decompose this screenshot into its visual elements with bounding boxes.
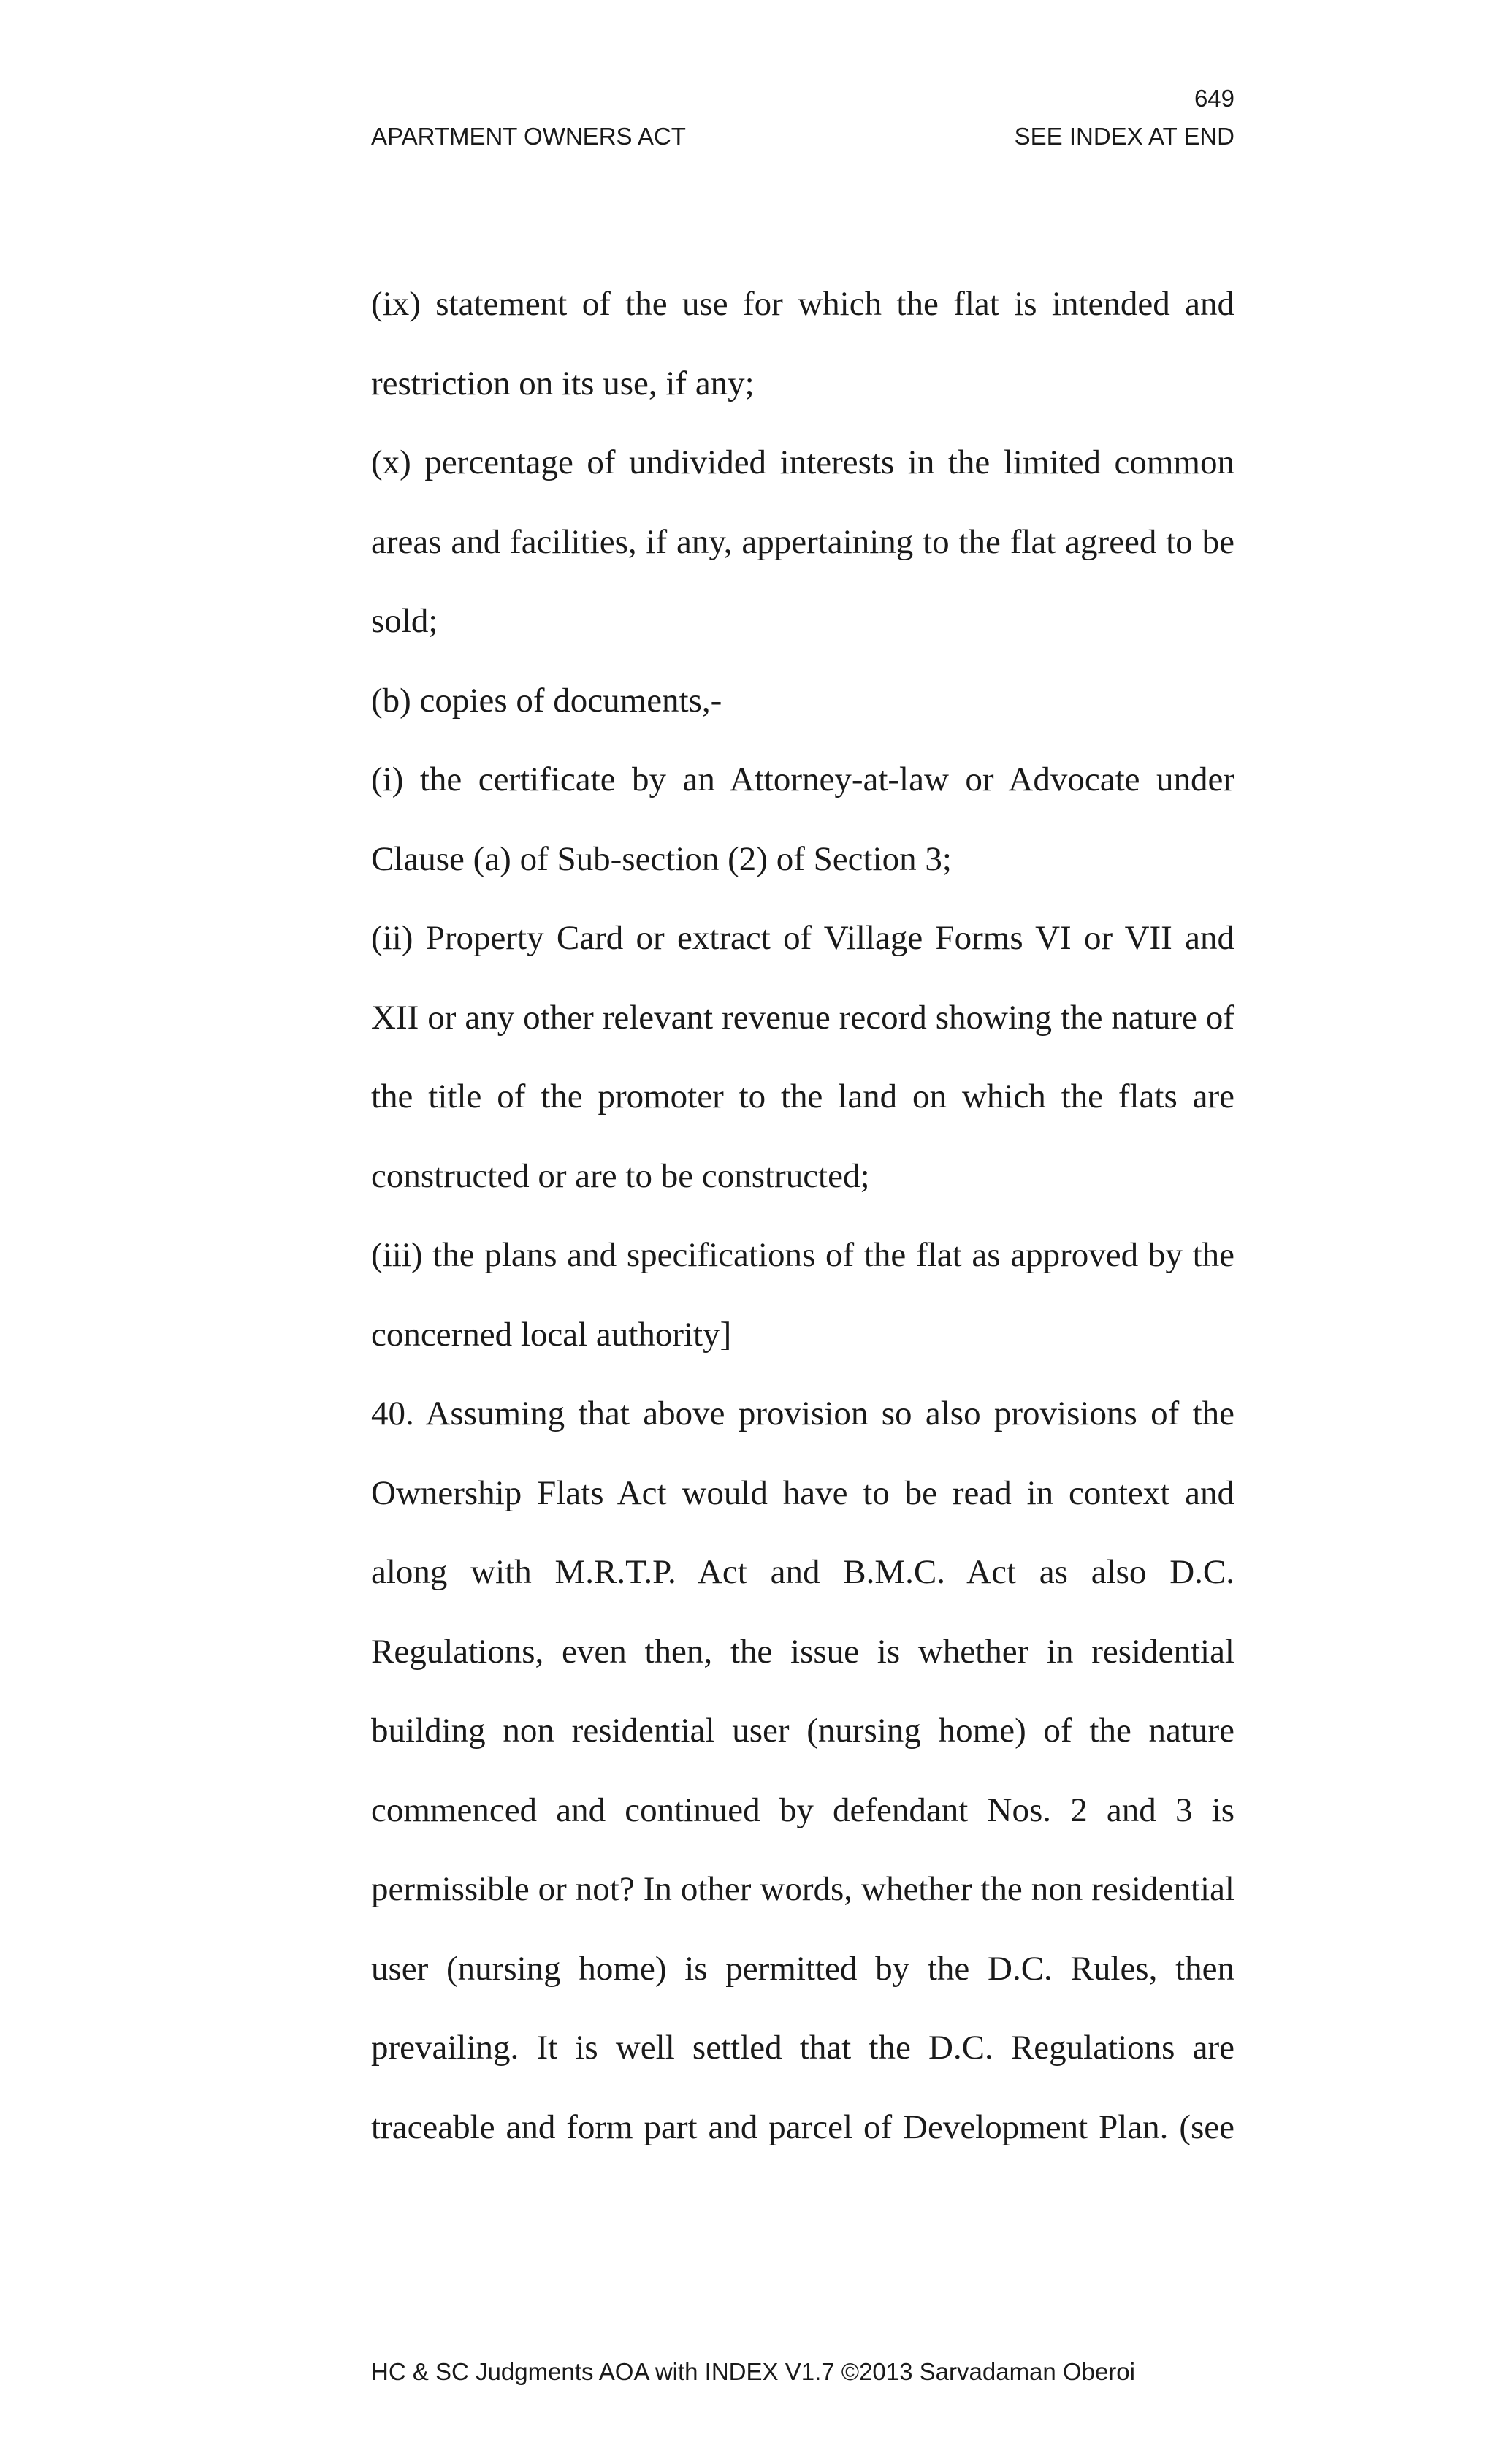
- paragraph-40: 40. Assuming that above provision so also provisions of the Ownership Flats Act would have to be read in context and along with M.R.T.P. Act and B.M.C. Act as also D.C. Regulations, even then, the issue is whether in residential building non residential user (nursing home) of the nature commenced and continued by defendant Nos. 2 and 3 is permissible or not? In other words, whether the non residential user (nursing home) is permitted by the D.C. Rules, then prevailing. It is well settled that the D.C. Regulations are traceable and form part and parcel of Development Plan. (see: [371, 1395, 1234, 2146]
- paragraph-clause-ix: (ix) statement of the use for which the flat is intended and restriction on its use, if any;: [371, 285, 1234, 403]
- running-header: [371, 124, 1234, 148]
- header-right-title: SEE INDEX AT END: [1014, 123, 1234, 150]
- paragraph-clause-b: (b) copies of documents,-: [371, 681, 722, 720]
- paragraph-clause-i: (i) the certificate by an Attorney-at-law or Advocate under Clause (a) of Sub-section (2) of Section 3;: [371, 760, 1234, 878]
- header-left-title: APARTMENT OWNERS ACT: [371, 123, 686, 150]
- footer: HC & SC Judgments AOA with INDEX V1.7 ©2013 Sarvadaman Oberoi: [371, 2358, 1135, 2385]
- paragraph-clause-x: (x) percentage of undivided interests in the limited common areas and facilities, if any, appertaining to the flat agreed to be sold;: [371, 443, 1234, 640]
- paragraph-clause-iii: (iii) the plans and specifications of the flat as approved by the concerned local authority]: [371, 1236, 1234, 1354]
- body-text: [371, 264, 1234, 2167]
- paragraph-clause-ii: (ii) Property Card or extract of Village Forms VI or VII and XII or any other relevant revenue record showing the nature of the title of the promoter to the land on which the flats are constructed or are to be constructed;: [371, 919, 1234, 1195]
- page-number: 649: [1194, 85, 1234, 112]
